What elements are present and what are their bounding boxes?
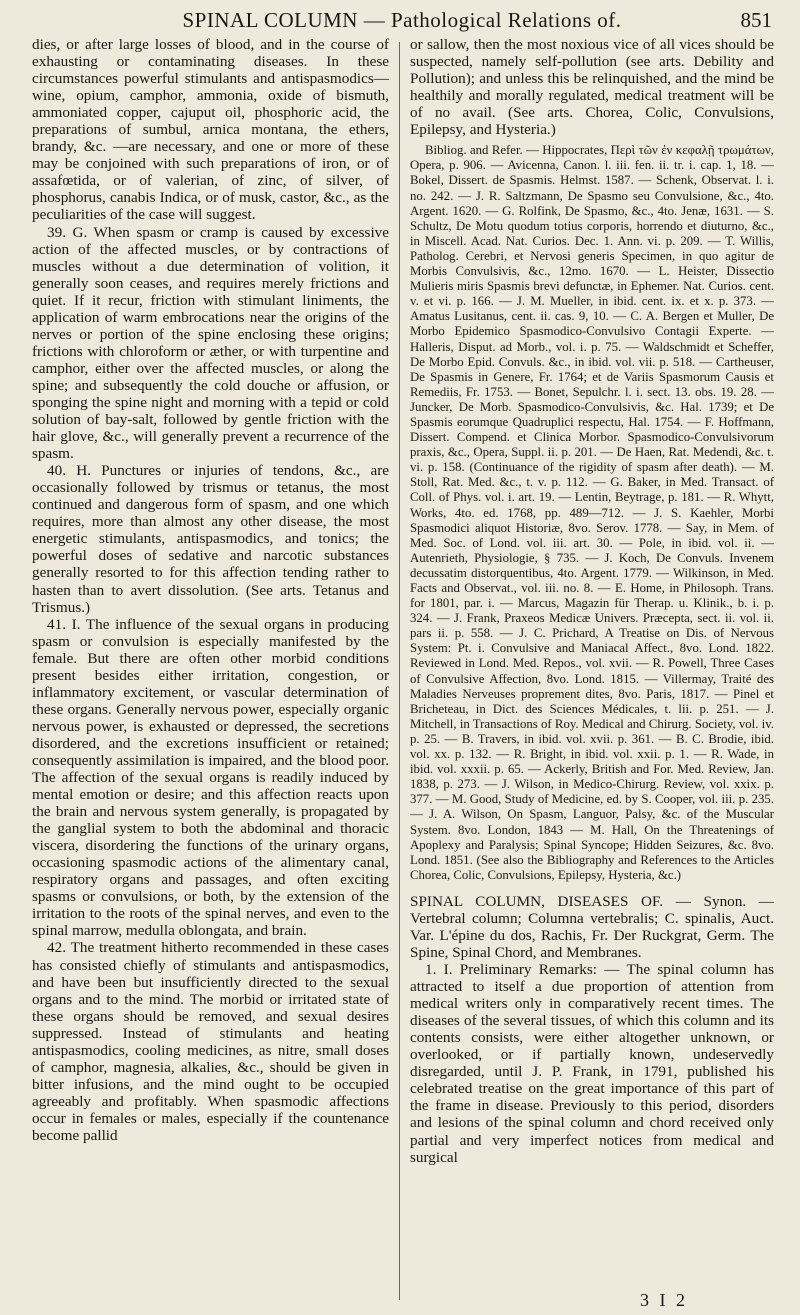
page-number: 851 xyxy=(740,8,772,32)
paragraph-42: 42. The treatment hitherto recommended in these cases has consisted chiefly of stimulants and antispasmodics, and have been but insufficiently directed to the sexual organs and to the mind. The morbid or irritated state of these organs should be removed, and sexual desires suppressed. Instead of stimulants and heating antispasmodics, cooling medicines, as nitre, small doses of camphor, magnesia, alkalies, &c., should be given in bitter infusions, and the mind ought to be occupied agreeably and profitably. When spasmodic affections occur in females or males, especially if the countenance become pallid xyxy=(32,939,389,1144)
column-divider xyxy=(399,42,400,1300)
left-column xyxy=(32,36,389,1301)
running-header xyxy=(32,4,772,34)
signature-mark: 3 I 2 xyxy=(640,1290,688,1310)
preliminary-remarks: 1. I. Preliminary Remarks: — The spinal column has attracted to itself a due proportion of attention from medical writers only in comparatively recent times. The diseases of the several tissues, of which this column and its contents consists, were either altogether unknown, or overlooked, or if partially known, undeservedly disregarded, until J. P. Frank, in 1791, published his celebrated treatise on the great importance of this part of the frame in disease. Previously to this period, disorders and lesions of the spinal column and chord received only partial and very imperfect notices from medical and surgical xyxy=(410,961,774,1166)
entry-synonyms: — Synon. — Vertebral column; Columna vertebralis; C. spinalis, Auct. Var. L'épine du dos, Rachis, Fr. Der Ruckgrat, Germ. The Spine, Spinal Chord, and Membranes. xyxy=(410,892,774,962)
entry-block xyxy=(410,893,774,961)
running-title: SPINAL COLUMN — Pathological Relations of. xyxy=(182,8,622,32)
paragraph-41: 41. I. The influence of the sexual organs in producing spasm or convulsion is especially manifested by the female. But there are often other morbid conditions present besides either irritation, congestion, or inflammatory excitement, or vascular determination of these organs. Generally nervous power, especially organic nervous power, is exhausted or depressed, the secretions disordered, and the excretions insufficient or retained; consequently assimilation is impaired, and the blood poor. The affection of the sexual organs is readily induced by mental emotion or desire; and this affection reacts upon the brain and nervous system generally, is propagated by the ganglial system to both the abdominal and thoracic viscera, disordering the functions of the urinary organs, occasioning spasmodic actions of the alimentary canal, respiratory organs and passages, and often exciting spasms or convulsions, or both, by the extension of the irritation to the roots of the spinal nerves, and even to the spinal marrow, medulla oblongata, and brain. xyxy=(32,615,389,940)
right-column xyxy=(410,36,774,1294)
bibliography-block: Bibliog. and Refer. — Hippocrates, Περὶ τῶν ἐν κεφαλῇ τρωμάτων, Opera, p. 906. — Avicenna, Canon. l. iii. fen. ii. tr. i. cap. 1, 18. — Bokel, Dissert. de Spasmis. Helmst. 1587. — Schenk, Observat. l. i. no. 242. — J. R. Saltzmann, De Spasmo seu Convulsione, &c., 4to. Argent. 1620. — G. Rolfink, De Spasmo, &c., 4to. Jenæ, 1631. — S. Schultz, De Motu quodum totius corporis, horrendo et diuturno, &c., in Miscell. Acad. Nat. Curios. Dec. 1. Ann. vi. p. 209. — T. Willis, Patholog. Cerebri, et Nervosi generis Specimen, in quo agitur de Morbis Convulsivis, &c., 12mo. 1670. — L. Heister, Dissectio Mulieris miris Spasmis brevi defunctæ, in Ephemer. Nat. Curios. cent. v. et vi. p. 166. — J. M. Mueller, in ibid. cent. ix. et x. p. 373. — Amatus Lusitanus, cent. ii. cas. 9, 10. — C. A. Bergen et Muller, De Morbo Epidemico Spasmodico-Convulsivo Contagii Experte. — Halleris, Disput. ad Morb., vol. i. p. 75. — Waldschmidt et Scheffer, De Morbo Epid. Convuls. &c., in ibid. vol. vii. p. 518. — Cartheuser, De Spasmis in Genere, Fr. 1764; et de Variis Spasmorum Causis et Remediis, Fr. 1753. — Bonet, Sepulchr. l. i. sect. 13. obs. 19. 28. — Juncker, De Morb. Spasmodico-Convulsivis, &c. Hal. 1739; et De Spasmis eorumque Quadruplici respectu, Hal. 1754. — F. Hoffmann, Dissert. Compend. et Clinica Morbor. Spasmodico-Convulsivorum praxis, &c., Opera, Suppl. ii. p. 201. — De Haen, Rat. Medendi, &c. t. vi. p. 158. (Continuance of the rigidity of spasm after death). — M. Stoll, Rat. Med. &c., t. v. p. 112. — G. Baker, in Med. Transact. of Coll. of Phys. vol. i. art. 19. — Lentin, Beytrage, p. 181. — R. Whytt, Works, 4to. ed. 1768, pp. 489—712. — J. S. Kaehler, Morbi Spasmodici aliquot Historiæ, 8vo. Serov. 1778. — Say, in Mem. of Med. Soc. of Lond. vol. iii. art. 30. — Pole, in ibid. vol. ii. — Autenrieth, Physiologie, § 735. — J. Koch, De Convuls. Invenem decussatim distorquentibus, 4to. Argent. 1779. — Wilkinson, in Med. Facts and Observat., vol. iii. no. 8. — E. Home, in Philosoph. Trans. for 1801, par. i. — Marcus, Magazin für Therap. u. Klinik., b. i. p. 324. — J. Frank, Praxeos Medicæ Univers. Præcepta, sect. ii. vol. ii. pars ii. p. 558. — J. C. Prichard, A Treatise on Dis. of Nervous System: Pt. i. Convulsive and Maniacal Affect., 8vo. Lond. 1822. Reviewed in Lond. Med. Repos., vol. xvii. — R. Powell, Three Cases of Convulsive Affection, 8vo. Lond. 1815. — Villermay, Traité des Maladies Nerveuses proprement dites, 8vo. Paris, 1817. — Pinel et Bricheteau, in Dict. des Sciences Médicales, t. lii. p. 251. — J. Mitchell, in Transactions of Roy. Medical and Chirurg. Society, vol. iv. p. 25. — B. Travers, in ibid. vol. xvii. p. 361. — B. C. Brodie, ibid. vol. xx. p. 132. — R. Bright, in ibid. vol. xxii. p. 1. — R. Wade, in ibid. vol. xxxii. p. 65. — Ackerly, British and For. Med. Review, Jan. 1838, p. 273. — J. Wilson, in Medico-Chirurg. Review, vol. xxix. p. 377. — M. Good, Study of Medicine, ed. by S. Cooper, vol. iii. p. 235. — J. A. Wilson, On Spasm, Languor, Palsy, &c. of the Muscular System. 8vo. London, 1843 — M. Hall, On the Threatenings of Apoplexy and Paralysis; Spinal Syncope; Hidden Seizures, &c. 8vo. Lond. 1851. (See also the Bibliography and References to the Articles Chorea, Colic, Convulsions, Epilepsy, Hysteria, &c.) xyxy=(410,143,774,882)
paragraph-continuation: dies, or after large losses of blood, and in the course of exhausting or contaminating diseases. In these circumstances powerful stimulants and antispasmodics—wine, opium, camphor, ammonia, oxide of bismuth, ammoniated copper, cajuput oil, phosphoric acid, the preparations of sumbul, arnica montana, the ethers, brandy, &c. —are necessary, and one or more of these may be conjoined with such preparations of iron, or of assafœtida, or of valerian, of zinc, of silver, of phosphorus, canabis Indica, or of musk, castor, &c., as the peculiarities of the case will suggest. xyxy=(32,36,389,224)
paragraph-39: 39. G. When spasm or cramp is caused by excessive action of the affected muscles, or by contractions of muscles without a due determination of volition, it generally soon ceases, and requires merely frictions and quiet. If it recur, friction with stimulant liniments, the application of warm embrocations near the origins of the nerves or portion of the spine enclosing these origins; frictions with chloroform or æther, or with turpentine and camphor, either over the affected muscles, or along the spine; and subsequently the cold douche or affusion, or sponging the spine night and morning with a tepid or cold solution of bay-salt, followed by gentle friction with the hair glove, &c., will generally prevent a recurrence of the spasm. xyxy=(32,223,389,463)
paragraph-40: 40. H. Punctures or injuries of tendons, &c., are occasionally followed by trismus or tetanus, the most continued and dangerous form of spasm, and one which requires, more than almost any other disease, the most energetic stimulants, antispasmodics, and tonics; the powerful doses of sedative and narcotic substances generally resorted to for this affection tending rather to hasten than to avert dissolution. (See arts. Tetanus and Trismus.) xyxy=(32,462,389,616)
paragraph-continuation-right: or sallow, then the most noxious vice of all vices should be suspected, namely self-pollution (see arts. Debility and Pollution); and unless this be relinquished, and the mind be healthily and morally regulated, medical treatment will be of no avail. (See arts. Chorea, Colic, Convulsions, Epilepsy, and Hysteria.) xyxy=(410,36,774,139)
entry-heading: SPINAL COLUMN, DISEASES OF. xyxy=(410,892,664,910)
